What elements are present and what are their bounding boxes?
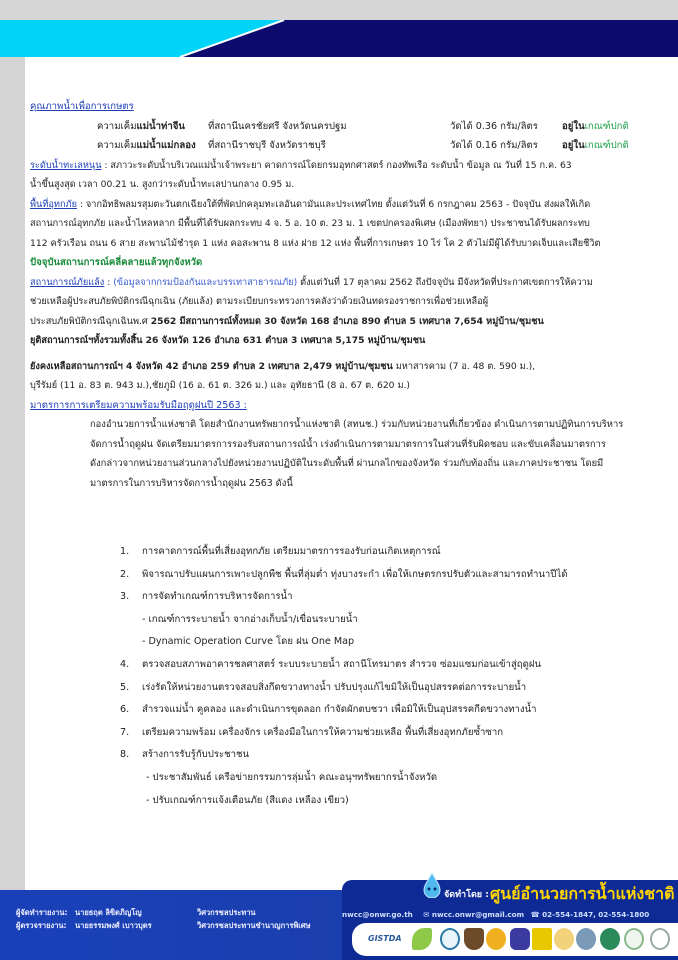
mail-icon: ✉ (423, 910, 430, 919)
measures-list (120, 541, 567, 812)
drought-text: ช่วยเหลือผู้ประสบภัยพิบัติกรณีฉุกเฉิน (ภัยแล้ง) ตามระเบียบกระทรวงการคลังว่าด้วยเงินทดรองราชการเพื่อช่วยเหลือผู้ (30, 296, 489, 307)
flood-label[interactable]: พื้นที่อุทกภัย (30, 198, 77, 210)
measures-heading[interactable]: มาตรการการเตรียมความพร้อมรับมือฤดูฝนปี 2563 : (30, 399, 247, 411)
header-banner (0, 20, 678, 57)
list-subitem: - เกณฑ์การระบายน้ำ จากอ่างเก็บน้ำ/เขื่อนระบายน้ำ (142, 613, 358, 625)
drought-text: มหาสารคาม (7 อ. 48 ต. 590 ม.), (392, 360, 536, 372)
tide-label[interactable]: ระดับน้ำทะเลหนุน (30, 159, 102, 171)
email-link[interactable]: nwcc@onwr.go.th (342, 910, 413, 919)
tide-text: : สภาวะระดับน้ำบริเวณแม่น้ำเจ้าพระยา คาดการณ์โดยกรมอุทกศาสตร์ กองทัพเรือ ระดับน้ำ ข้อมูล ณ วันที่ 15 ก.ค. 63 (101, 159, 572, 171)
measures-paragraph: จัดการน้ำฤดูฝน จัดเตรียมมาตรการรองรับสถานการณ์น้ำ เร่งดำเนินการตามมาตรการในส่วนที่รับผิดชอบ และขับเคลื่อนมาตรการ (90, 438, 606, 450)
status-badge: เกณฑ์ปกติ (584, 120, 629, 132)
list-item: 7. เตรียมความพร้อม เครื่องจักร เครื่องมือในการให้ความช่วยเหลือ พื้นที่เสี่ยงอุทกภัยซ้ำซาก (120, 726, 504, 738)
water-drop-icon (422, 872, 442, 898)
drought-resolved: ยุติสถานการณ์ฯทั้งรวมทั้งสิ้น 26 จังหวัด 126 อำเภอ 631 ตำบล 3 เทศบาล 5,175 หมู่บ้าน/ชุมชน (30, 335, 426, 346)
flood-text: สถานการณ์อุทกภัย และน้ำไหลหลาก มีพื้นที่ได้รับผลกระทบ 4 จ. 5 อ. 10 ต. 23 ม. 1 เขตปกครองพิเศษ (เมืองพัทยา) ประชาชนได้รับผลกระทบ (30, 218, 590, 229)
salinity-row (30, 117, 670, 137)
org-panel (342, 880, 678, 960)
drought-remaining: ยังคงเหลือสถานการณ์ฯ 4 จังหวัด 42 อำเภอ 259 ตำบล 2 เทศบาล 2,479 หมู่บ้าน/ชุมชน (30, 360, 393, 372)
list-item: 8. สร้างการรับรู้กับประชาชน (120, 749, 250, 761)
colon: : (104, 276, 114, 288)
green-seal-logo-icon (600, 928, 620, 950)
measures-paragraph: กองอำนวยการน้ำแห่งชาติ โดยสำนักงานทรัพยากรน้ำแห่งชาติ (สทนช.) ร่วมกับหน่วยงานที่เกี่ยวข้อง ดำเนินการตามปฏิทินการบริหาร (90, 419, 624, 430)
station: ที่สถานีราชบุรี จังหวัดราชบุรี (208, 140, 326, 151)
made-by-label: จัดทำโดย : (444, 890, 489, 900)
email-link[interactable]: nwcc.onwr@gmail.com (431, 910, 525, 919)
list-subitem: - Dynamic Operation Curve โดย ฝน One Map (142, 636, 355, 648)
partner-logos (352, 923, 678, 956)
contact-line (342, 910, 649, 919)
garuda-logo-icon (554, 928, 574, 950)
checked-title: วิศวกรชลประทานชำนาญการพิเศษ (197, 921, 311, 930)
list-subitem: - ประชาสัมพันธ์ เครือข่ายกรรมการลุ่มน้ำ คณะอนุฯทรัพยากรน้ำจังหวัด (146, 771, 438, 783)
gistda-logo: GISTDA (368, 934, 402, 943)
prepared-title: วิศวกรชลประทาน (197, 908, 256, 917)
river-name: แม่น้ำท่าจีน (136, 120, 185, 132)
shield-logo-icon (464, 928, 484, 950)
drought-total: 2562 มีสถานการณ์ทั้งหมด 30 จังหวัด 168 อำเภอ 890 ตำบล 5 เทศบาล 7,654 หมู่บ้าน/ชุมชน (150, 315, 544, 327)
flood-text: : จากอิทธิพลมรสุมตะวันตกเฉียงใต้ที่พัดปกคลุมทะเลอันดามันและประเทศไทย ตั้งแต่วันที่ 6 กรกฎาคม 2563 - ปัจจุบัน ส่งผลให้เกิด (76, 198, 591, 210)
status-prefix: อยู่ใน (562, 120, 585, 132)
status-badge: เกณฑ์ปกติ (584, 140, 629, 151)
salinity-prefix: ความเค็ม (97, 140, 137, 151)
drought-text: บุรีรัมย์ (11 อ. 83 ต. 943 ม.),ชัยภูมิ (16 อ. 61 ต. 326 ม.) และ อุทัยธานี (8 อ. 67 ต. 620 ม.) (30, 380, 411, 391)
list-item: 4. ตรวจสอบสภาพอาคารชลศาสตร์ ระบบระบายน้ำ สถานีโทรมาตร สำรวจ ซ่อมแซมก่อนเข้าสู่ฤดูฝน (120, 658, 542, 670)
measured-value: วัดได้ 0.16 กรัม/ลิตร (450, 140, 538, 151)
list-subitem: - ปรับเกณฑ์การแจ้งเตือนภัย (สีแดง เหลือง เขียว) (146, 794, 349, 806)
flood-text: 112 ครัวเรือน ถนน 6 สาย สะพานไม้ชำรุด 1 แห่ง คอสะพาน 8 แห่ง ฝาย 12 แห่ง พื้นที่การเกษตร 10 ไร่ โค 2 ตัวไม่มีผู้ได้รับบาดเจ็บและเสียชีวิต (30, 237, 601, 249)
river-name: แม่น้ำแม่กลอง (136, 140, 196, 151)
checked-name: นายธรรมพงศ์ เบาวบุตร (75, 921, 152, 930)
agri-water-heading[interactable]: คุณภาพน้ำเพื่อการเกษตร (30, 101, 134, 112)
prepared-name: นายธฤต ลิขิตภิญโญ (75, 908, 142, 917)
salinity-row (30, 136, 670, 156)
top-bar (0, 0, 678, 20)
report-content (30, 97, 670, 493)
leaf-logo-icon (412, 928, 432, 950)
prepared-label: ผู้จัดทำรายงาน: (16, 908, 68, 917)
phone-number: 02-554-1847, 02-554-1800 (542, 910, 650, 919)
phone-icon: ☎ (530, 910, 540, 919)
dome-logo-icon (440, 928, 460, 950)
drought-label[interactable]: สถานการณ์ภัยแล้ง (30, 276, 105, 288)
flood-resolved: ปัจจุบันสถานการณ์คลี่คลายแล้วทุกจังหวัด (30, 257, 203, 268)
banner-shape (0, 20, 678, 57)
org-name: ศูนย์อำนวยการน้ำแห่งชาติ (490, 884, 675, 903)
outline-seal-logo-icon (650, 928, 670, 950)
badge-logo-icon (510, 928, 530, 950)
measured-value: วัดได้ 0.36 กรัม/ลิตร (450, 120, 538, 132)
list-item: 3. การจัดทำเกณฑ์การบริหารจัดการน้ำ (120, 591, 293, 603)
seal-logo-icon (576, 928, 596, 950)
status-prefix: อยู่ใน (562, 140, 585, 151)
measures-paragraph: มาตรการในการบริหารจัดการน้ำฤดูฝน 2563 ดังนี้ (90, 477, 293, 489)
list-item: 1. การคาดการณ์พื้นที่เสี่ยงอุทกภัย เตรียมมาตรการรองรับก่อนเกิดเหตุการณ์ (120, 546, 441, 557)
tide-text: น้ำขึ้นสูงสุด เวลา 00.21 น. สูงกว่าระดับน้ำทะเลปานกลาง 0.95 ม. (30, 179, 295, 190)
drought-text: ประสบภัยพิบัติกรณีฉุกเฉินพ.ศ (30, 315, 151, 327)
drought-source: (ข้อมูลจากกรมป้องกันและบรรเทาสาธารณภัย) (113, 276, 298, 288)
measures-paragraph: ดังกล่าวจากหน่วยงานส่วนกลางไปยังหน่วยงานปฏิบัติในระดับพื้นที่ ผ่านกลไกของจังหวัด ร่วมกับท้องถิ่น และภาคประชาชน โดยมี (90, 458, 604, 469)
list-item: 6. สำรวจแม่น้ำ คูคลอง และดำเนินการขุดลอก กำจัดผักตบชวา เพื่อมิให้เป็นอุปสรรคกีดขวางทางน้ำ (120, 704, 537, 716)
salinity-prefix: ความเค็ม (97, 120, 137, 132)
station: ที่สถานีนครชัยศรี จังหวัดนครปฐม (208, 120, 347, 132)
emblem-logo-icon (486, 928, 506, 950)
list-item: 5. เร่งรัดให้หน่วยงานตรวจสอบสิ่งกีดขวางทางน้ำ ปรับปรุงแก้ไขมิให้เป็นอุปสรรคต่อการระบายน้ำ (120, 681, 527, 693)
circle-seal-logo-icon (624, 928, 644, 950)
yellow-logo-icon (532, 928, 552, 950)
drought-text: ตั้งแต่วันที่ 17 ตุลาคม 2562 ถึงปัจจุบัน มีจังหวัดที่ประกาศเขตการให้ความ (297, 276, 593, 288)
list-item: 2. พิจารณาปรับแผนการเพาะปลูกพืช พื้นที่ลุ่มต่ำ ทุ่งบางระกำ เพื่อให้เกษตรกรปรับตัวและสามารถทำนาปีได้ (120, 568, 568, 580)
checked-label: ผู้ตรวจรายงาน: (16, 921, 67, 930)
